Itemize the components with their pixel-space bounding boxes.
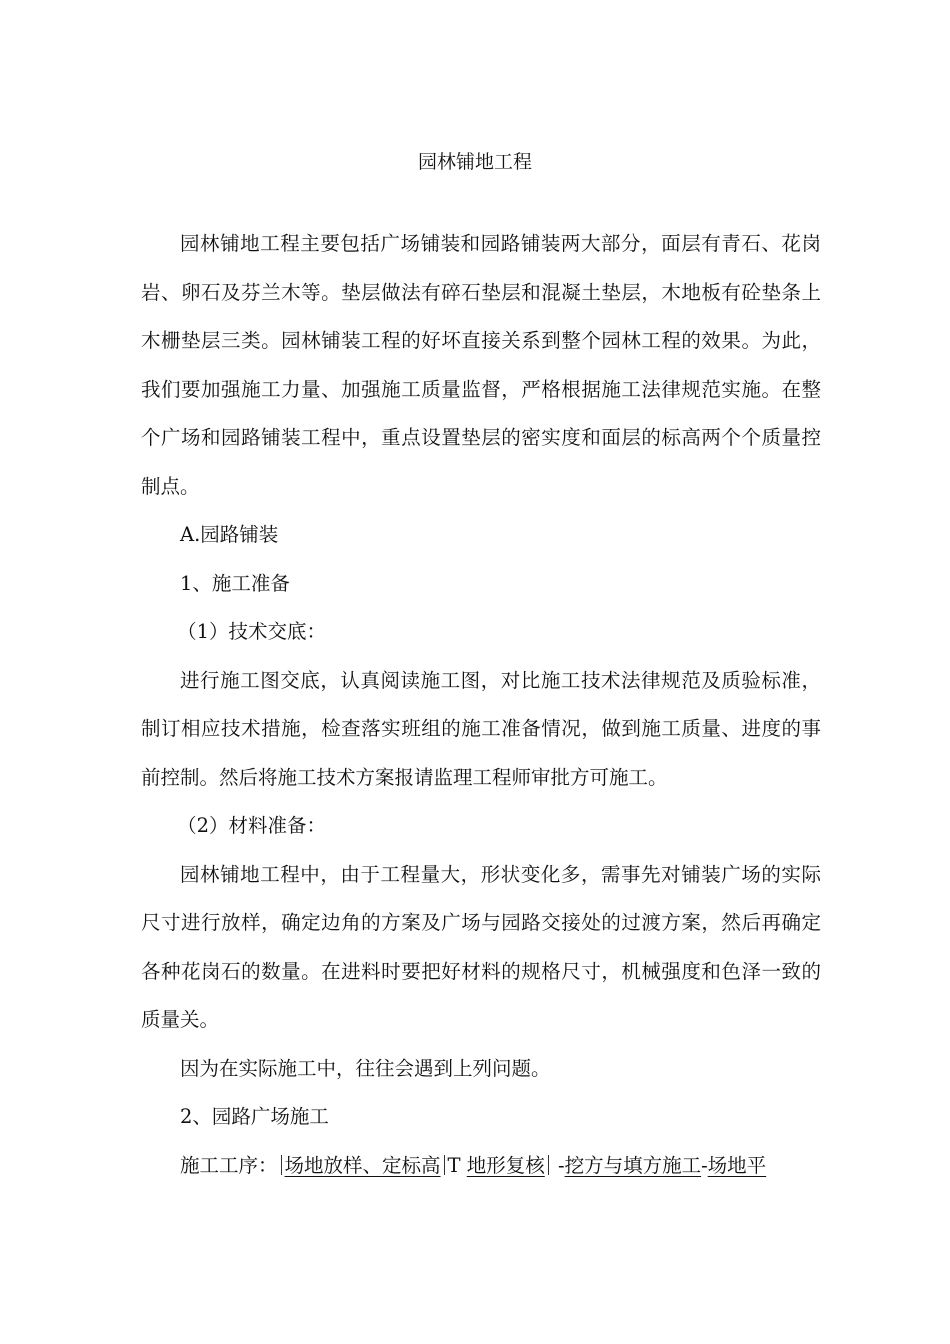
document-title: 园林铺地工程 xyxy=(417,151,532,173)
process-bar xyxy=(444,1155,445,1175)
process-item-3: 挖方与填方施工 xyxy=(564,1153,702,1177)
tech-paragraph: 进行施工图交底，认真阅读施工图，对比施工技术法律规范及质验标准，制订相应技术措施，检查落实班组的施工准备情况，做到施工质量、进度的事前控制。然后将施工技术方案报请监理工程师审批方可施工。 xyxy=(141,668,821,789)
step1-1-heading: （1）技术交底： xyxy=(177,620,326,643)
process-sep-1: T xyxy=(447,1153,461,1177)
material-paragraph: 园林铺地工程中，由于工程量大，形状变化多，需事先对铺装广场的实际尺寸进行放样，确定边角的方案及广场与园路交接处的过渡方案，然后再确定各种花岗石的数量。在进料时要把好材料的规格尺寸，机械强度和色泽一致的质量关。 xyxy=(141,862,821,1031)
process-label: 施工工序： xyxy=(180,1153,278,1177)
process-bar xyxy=(548,1155,549,1175)
problem-paragraph: 因为在实际施工中，往往会遇到上列问题。 xyxy=(180,1056,551,1080)
process-sep-3: - xyxy=(701,1153,708,1177)
section-a-heading: A.园路铺装 xyxy=(180,523,279,546)
step1-2-heading: （2）材料准备： xyxy=(177,814,326,837)
process-item-1: 场地放样、定标高 xyxy=(284,1153,441,1177)
step1-heading: 1、施工准备 xyxy=(180,571,290,595)
process-item-2: 地形复核 xyxy=(466,1153,545,1177)
document-body xyxy=(141,220,821,1190)
step2-heading: 2、园路广场施工 xyxy=(180,1105,329,1128)
process-line xyxy=(141,1142,821,1191)
process-sep-2: - xyxy=(557,1153,565,1177)
process-bar xyxy=(281,1155,282,1175)
process-item-4: 场地平 xyxy=(707,1153,767,1177)
intro-paragraph: 园林铺地工程主要包括广场铺装和园路铺装两大部分，面层有青石、花岗岩、卵石及芬兰木等。垫层做法有碎石垫层和混凝土垫层，木地板有砼垫条上木栅垫层三类。园林铺装工程的好坏直接关系到整个园林工程的效果。为此，我们要加强施工力量、加强施工质量监督，严格根据施工法律规范实施。在整个广场和园路铺装工程中，重点设置垫层的密实度和面层的标高两个个质量控制点。 xyxy=(141,232,821,498)
